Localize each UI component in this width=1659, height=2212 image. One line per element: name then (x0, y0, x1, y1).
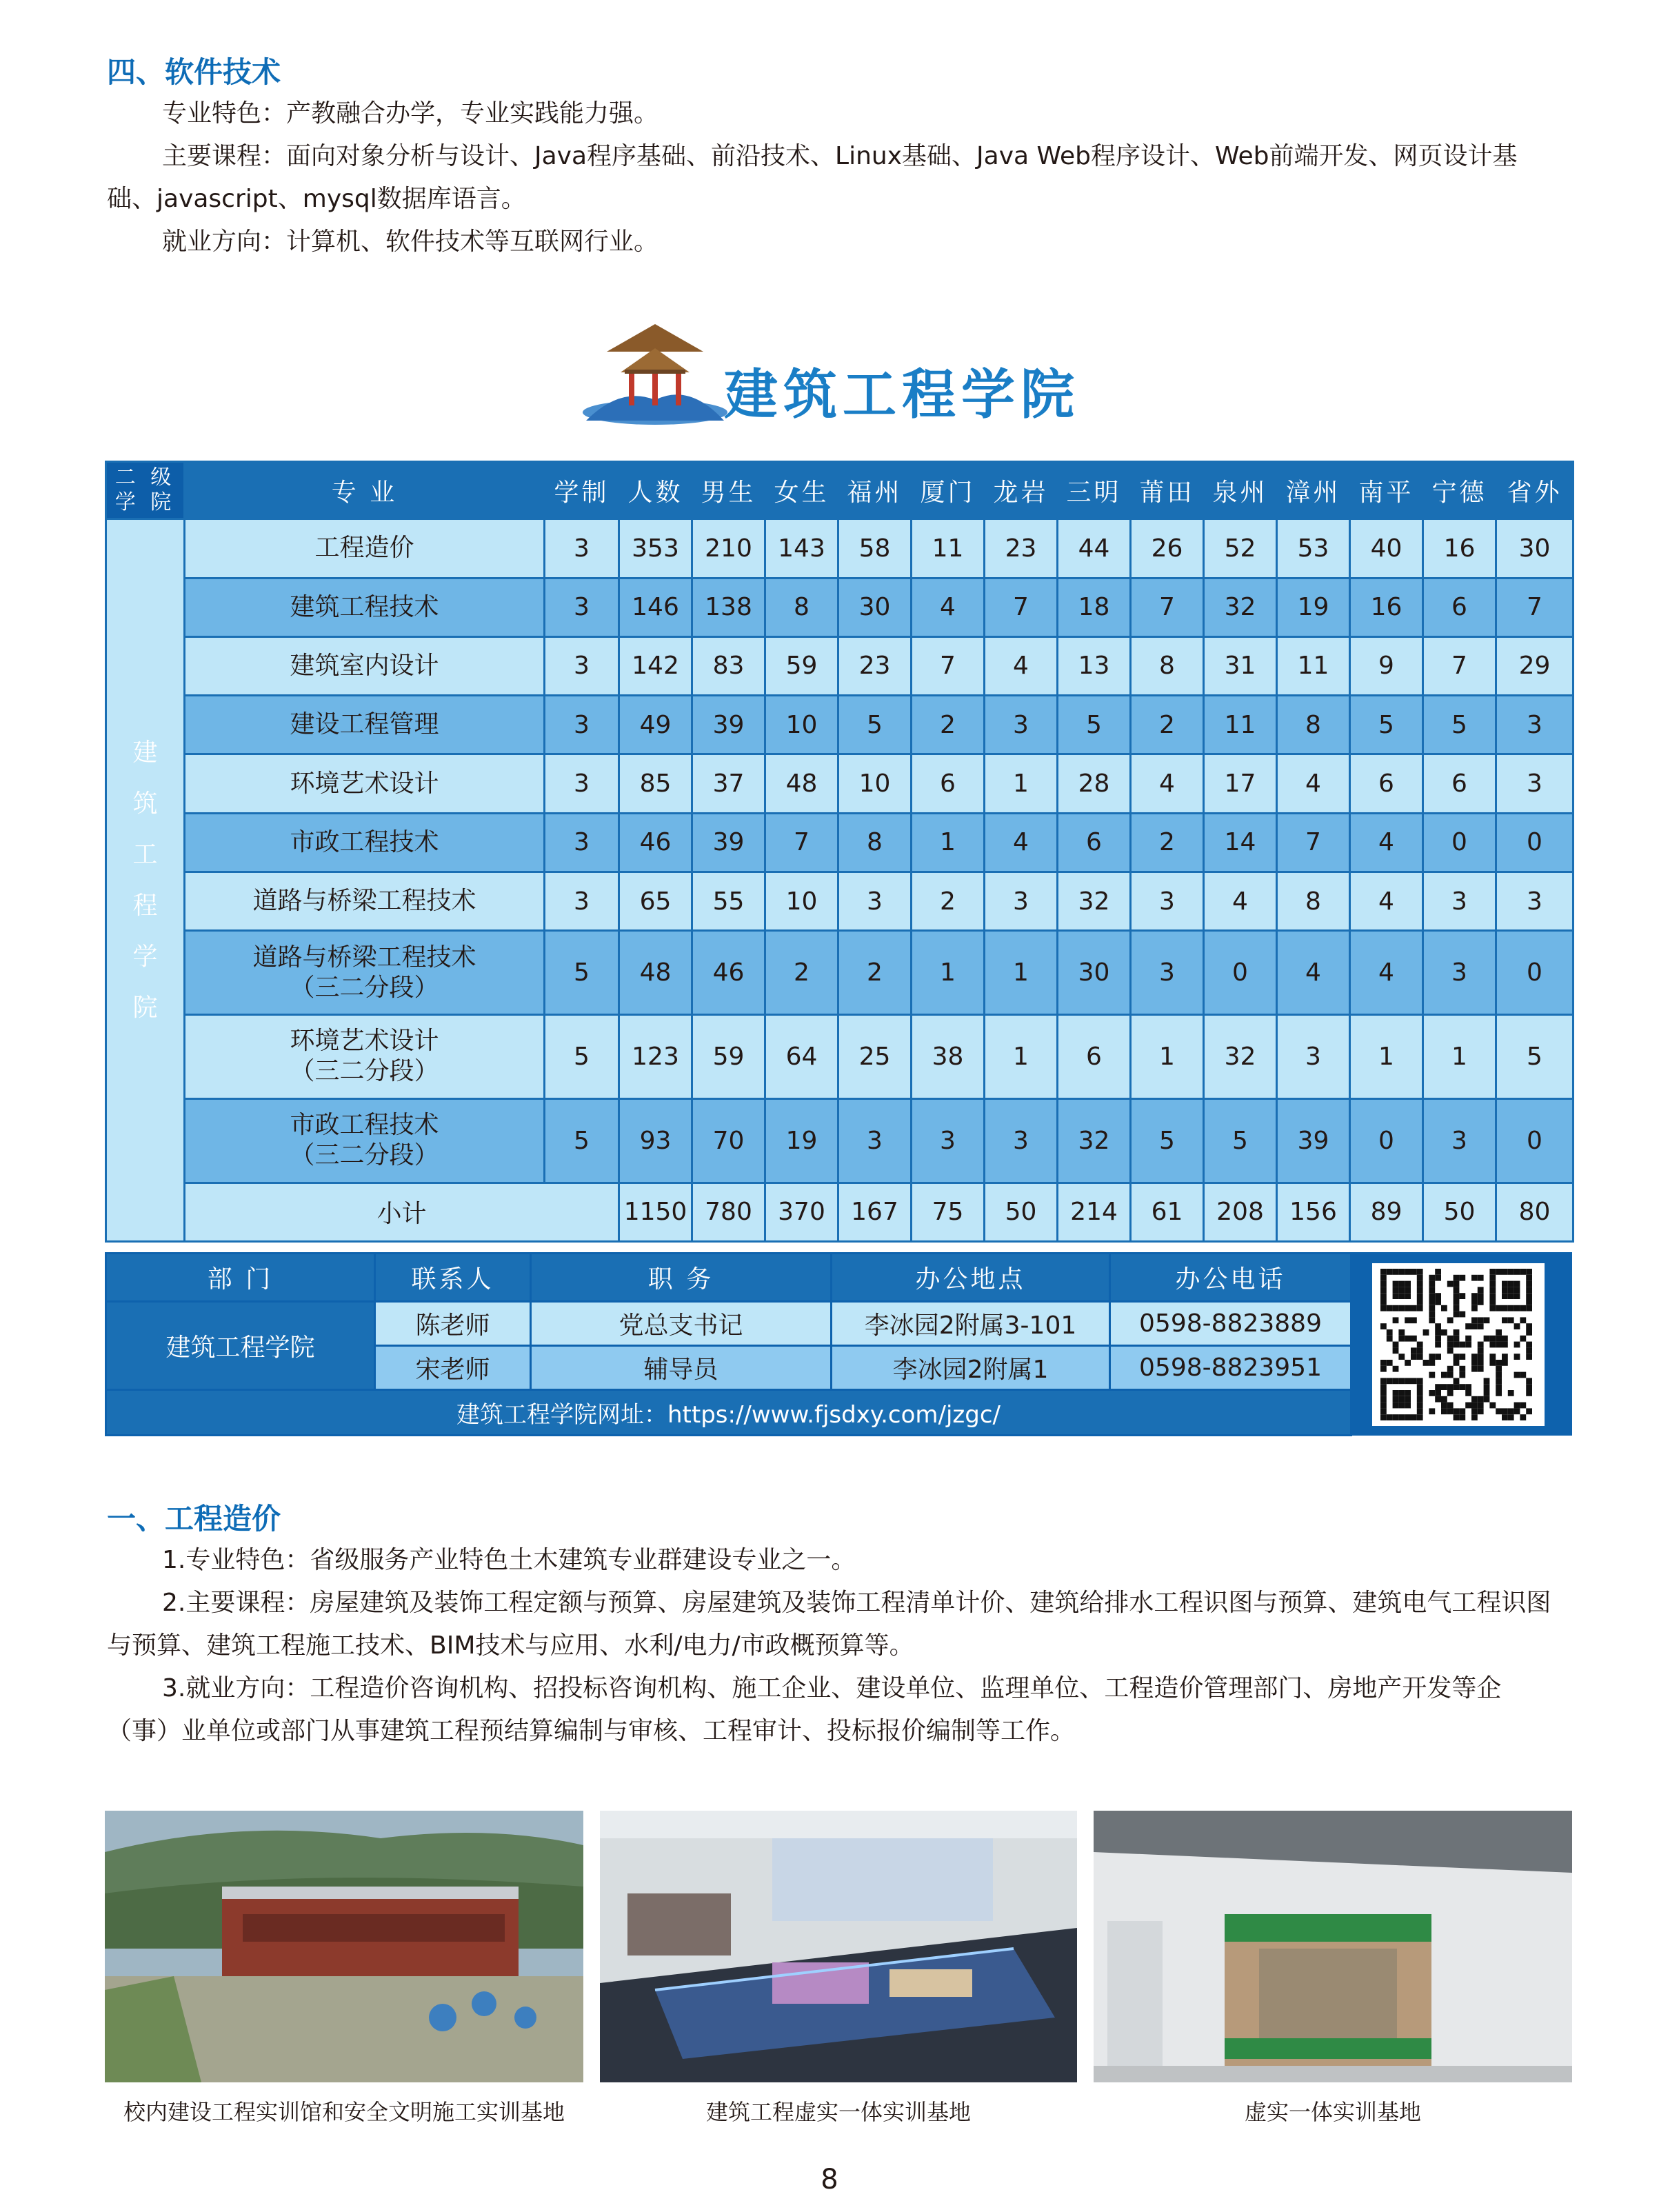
table-row (106, 578, 1573, 636)
header-fuzhou: 福州 (838, 462, 912, 519)
value-cell: 6 (1058, 813, 1131, 872)
value-cell: 0 (1350, 1098, 1423, 1183)
contact-title: 党总支书记 (531, 1302, 832, 1346)
cost-feature: 1.专业特色：省级服务产业特色土木建筑专业群建设专业之一。 (162, 1546, 856, 1574)
value-cell: 3 (545, 519, 619, 578)
value-cell: 64 (765, 1015, 838, 1099)
value-cell: 30 (1058, 931, 1131, 1015)
enrollment-table (105, 461, 1574, 1243)
value-cell: 18 (1058, 578, 1131, 636)
value-cell: 83 (692, 636, 765, 695)
value-cell: 3 (545, 696, 619, 754)
value-cell: 3 (1496, 696, 1573, 754)
value-cell: 17 (1204, 754, 1277, 813)
value-cell: 8 (1131, 636, 1204, 695)
value-cell: 32 (1058, 1098, 1131, 1183)
value-cell: 1 (1131, 1015, 1204, 1099)
contact-phone: 0598-8823951 (1110, 1346, 1351, 1390)
section-title-software: 四、软件技术 (107, 55, 281, 89)
value-cell: 1 (985, 1015, 1058, 1099)
value-cell: 4 (1277, 754, 1350, 813)
value-cell: 65 (619, 872, 692, 930)
value-cell: 39 (692, 813, 765, 872)
subtotal-cell: 370 (765, 1183, 838, 1241)
value-cell: 4 (1131, 754, 1204, 813)
contact-name: 宋老师 (375, 1346, 531, 1390)
contact-url-row (106, 1390, 1351, 1436)
contact-name: 陈老师 (375, 1302, 531, 1346)
subtotal-cell: 167 (838, 1183, 912, 1241)
value-cell: 55 (692, 872, 765, 930)
value-cell: 10 (838, 754, 912, 813)
value-cell: 32 (1204, 578, 1277, 636)
value-cell: 29 (1496, 636, 1573, 695)
value-cell: 8 (1277, 696, 1350, 754)
college-name-cell: 建 筑 工 程 学 院 (106, 519, 185, 1242)
value-cell: 11 (1204, 696, 1277, 754)
value-cell: 7 (1131, 578, 1204, 636)
value-cell: 30 (838, 578, 912, 636)
value-cell: 28 (1058, 754, 1131, 813)
value-cell: 2 (765, 931, 838, 1015)
value-cell: 2 (912, 696, 985, 754)
value-cell: 7 (1277, 813, 1350, 872)
value-cell: 123 (619, 1015, 692, 1099)
value-cell: 6 (1058, 1015, 1131, 1099)
major-cell: 市政工程技术 (185, 813, 545, 872)
value-cell: 44 (1058, 519, 1131, 578)
value-cell: 58 (838, 519, 912, 578)
major-cell: 建筑工程技术 (185, 578, 545, 636)
value-cell: 23 (985, 519, 1058, 578)
value-cell: 5 (1350, 696, 1423, 754)
value-cell: 353 (619, 519, 692, 578)
value-cell: 5 (1423, 696, 1496, 754)
value-cell: 46 (619, 813, 692, 872)
value-cell: 7 (912, 636, 985, 695)
value-cell: 3 (545, 578, 619, 636)
value-cell: 6 (1423, 754, 1496, 813)
table-row (106, 872, 1573, 930)
header-male: 男生 (692, 462, 765, 519)
contact-office: 李冰园2附属3-101 (832, 1302, 1110, 1346)
value-cell: 3 (1423, 872, 1496, 930)
photo-caption: 虚实一体实训基地 (1244, 2099, 1421, 2125)
table-row (106, 519, 1573, 578)
header-major: 专 业 (185, 462, 545, 519)
section-title-cost: 一、工程造价 (107, 1502, 281, 1536)
value-cell: 5 (545, 931, 619, 1015)
value-cell: 9 (1350, 636, 1423, 695)
value-cell: 32 (1204, 1015, 1277, 1099)
value-cell: 37 (692, 754, 765, 813)
value-cell: 1 (912, 931, 985, 1015)
value-cell: 7 (1423, 636, 1496, 695)
value-cell: 52 (1204, 519, 1277, 578)
page-number: 8 (821, 2164, 838, 2195)
value-cell: 14 (1204, 813, 1277, 872)
value-cell: 19 (765, 1098, 838, 1183)
value-cell: 4 (985, 813, 1058, 872)
header-nanping: 南平 (1350, 462, 1423, 519)
value-cell: 4 (912, 578, 985, 636)
value-cell: 3 (838, 872, 912, 930)
value-cell: 2 (1131, 696, 1204, 754)
major-cell: 工程造价 (185, 519, 545, 578)
major-cell: 环境艺术设计 (185, 754, 545, 813)
value-cell: 143 (765, 519, 838, 578)
software-courses: 主要课程：面向对象分析与设计、Java程序基础、前沿技术、Linux基础、Java Web程序设计、Web前端开发、网页设计基础、javascript、mysql数据库语言。 (107, 142, 1518, 213)
banner-title: 建筑工程学院 (724, 364, 1080, 426)
subtotal-cell: 50 (1423, 1183, 1496, 1241)
value-cell: 146 (619, 578, 692, 636)
value-cell: 0 (1204, 931, 1277, 1015)
contact-office: 李冰园2附属1 (832, 1346, 1110, 1390)
header-longyan: 龙岩 (985, 462, 1058, 519)
value-cell: 3 (1496, 754, 1573, 813)
value-cell: 5 (545, 1015, 619, 1099)
qr-code-icon[interactable] (1372, 1263, 1545, 1426)
value-cell: 2 (1131, 813, 1204, 872)
value-cell: 3 (1277, 1015, 1350, 1099)
major-cell: 环境艺术设计 （三二分段） (185, 1015, 545, 1099)
cost-career: 3.就业方向：工程造价咨询机构、招投标咨询机构、施工企业、建设单位、监理单位、工程造价管理部门、房地产开发等企（事）业单位或部门从事建筑工程预结算编制与审核、工程审计、投标报价编制等工作。 (107, 1674, 1502, 1745)
value-cell: 3 (1496, 872, 1573, 930)
value-cell: 31 (1204, 636, 1277, 695)
header-years: 学制 (545, 462, 619, 519)
value-cell: 48 (619, 931, 692, 1015)
photo-caption: 校内建设工程实训馆和安全文明施工实训基地 (123, 2099, 565, 2125)
value-cell: 23 (838, 636, 912, 695)
value-cell: 8 (1277, 872, 1350, 930)
value-cell: 39 (692, 696, 765, 754)
major-cell: 道路与桥梁工程技术 （三二分段） (185, 931, 545, 1015)
value-cell: 7 (1496, 578, 1573, 636)
header-sanming: 三明 (1058, 462, 1131, 519)
subtotal-cell: 156 (1277, 1183, 1350, 1241)
subtotal-cell: 214 (1058, 1183, 1131, 1241)
subtotal-cell: 1150 (619, 1183, 692, 1241)
value-cell: 30 (1496, 519, 1573, 578)
value-cell: 8 (838, 813, 912, 872)
contact-title: 辅导员 (531, 1346, 832, 1390)
value-cell: 1 (912, 813, 985, 872)
value-cell: 3 (1423, 931, 1496, 1015)
value-cell: 7 (985, 578, 1058, 636)
value-cell: 0 (1496, 813, 1573, 872)
value-cell: 0 (1496, 931, 1573, 1015)
table-row (106, 813, 1573, 872)
subtotal-cell: 61 (1131, 1183, 1204, 1241)
table-header-row (106, 462, 1573, 519)
value-cell: 8 (765, 578, 838, 636)
header-female: 女生 (765, 462, 838, 519)
virtual-lab-photo (600, 1811, 1077, 2082)
college-website-link[interactable]: 建筑工程学院网址：https://www.fjsdxy.com/jzgc/ (106, 1390, 1351, 1436)
major-cell: 市政工程技术 （三二分段） (185, 1098, 545, 1183)
table-row (106, 1015, 1573, 1099)
header-total: 人数 (619, 462, 692, 519)
value-cell: 3 (545, 872, 619, 930)
value-cell: 1 (985, 754, 1058, 813)
value-cell: 1 (1350, 1015, 1423, 1099)
value-cell: 11 (912, 519, 985, 578)
contact-header-phone: 办公电话 (1110, 1254, 1351, 1302)
value-cell: 59 (692, 1015, 765, 1099)
value-cell: 5 (545, 1098, 619, 1183)
value-cell: 3 (545, 636, 619, 695)
value-cell: 0 (1496, 1098, 1573, 1183)
header-zhangzhou: 漳州 (1277, 462, 1350, 519)
training-hall-photo (105, 1811, 583, 2082)
contact-header-dept: 部 门 (106, 1254, 375, 1302)
value-cell: 6 (912, 754, 985, 813)
header-quanzhou: 泉州 (1204, 462, 1277, 519)
value-cell: 4 (1350, 813, 1423, 872)
value-cell: 3 (912, 1098, 985, 1183)
value-cell: 4 (985, 636, 1058, 695)
value-cell: 10 (765, 872, 838, 930)
value-cell: 16 (1350, 578, 1423, 636)
value-cell: 5 (1204, 1098, 1277, 1183)
value-cell: 138 (692, 578, 765, 636)
contact-phone: 0598-8823889 (1110, 1302, 1351, 1346)
value-cell: 2 (838, 931, 912, 1015)
value-cell: 5 (1496, 1015, 1573, 1099)
value-cell: 59 (765, 636, 838, 695)
cost-courses: 2.主要课程：房屋建筑及装饰工程定额与预算、房屋建筑及装饰工程清单计价、建筑给排水工程识图与预算、建筑电气工程识图与预算、建筑工程施工技术、BIM技术与应用、水利/电力/市政概预算等。 (107, 1589, 1551, 1660)
value-cell: 4 (1350, 872, 1423, 930)
value-cell: 85 (619, 754, 692, 813)
value-cell: 5 (838, 696, 912, 754)
contact-header-person: 联系人 (375, 1254, 531, 1302)
value-cell: 3 (985, 696, 1058, 754)
contact-panel (105, 1252, 1572, 1436)
value-cell: 3 (545, 754, 619, 813)
value-cell: 7 (765, 813, 838, 872)
value-cell: 32 (1058, 872, 1131, 930)
contact-header-title: 职 务 (531, 1254, 832, 1302)
value-cell: 3 (985, 872, 1058, 930)
value-cell: 4 (1204, 872, 1277, 930)
value-cell: 4 (1277, 931, 1350, 1015)
value-cell: 10 (765, 696, 838, 754)
subtotal-row (106, 1183, 1573, 1241)
table-row (106, 696, 1573, 754)
contact-header-row (106, 1254, 1351, 1302)
subtotal-cell: 50 (985, 1183, 1058, 1241)
value-cell: 48 (765, 754, 838, 813)
integrated-base-photo (1094, 1811, 1572, 2082)
subtotal-cell: 89 (1350, 1183, 1423, 1241)
value-cell: 5 (1058, 696, 1131, 754)
value-cell: 46 (692, 931, 765, 1015)
contact-table (105, 1252, 1352, 1436)
subtotal-label: 小计 (185, 1183, 619, 1241)
header-xiamen: 厦门 (912, 462, 985, 519)
header-outside: 省外 (1496, 462, 1573, 519)
value-cell: 40 (1350, 519, 1423, 578)
value-cell: 38 (912, 1015, 985, 1099)
subtotal-cell: 80 (1496, 1183, 1573, 1241)
value-cell: 26 (1131, 519, 1204, 578)
value-cell: 49 (619, 696, 692, 754)
header-putian: 莆田 (1131, 462, 1204, 519)
value-cell: 39 (1277, 1098, 1350, 1183)
software-feature: 专业特色：产教融合办学，专业实践能力强。 (162, 99, 659, 128)
value-cell: 4 (1350, 931, 1423, 1015)
value-cell: 5 (1131, 1098, 1204, 1183)
value-cell: 53 (1277, 519, 1350, 578)
value-cell: 3 (985, 1098, 1058, 1183)
value-cell: 70 (692, 1098, 765, 1183)
value-cell: 142 (619, 636, 692, 695)
contact-row (106, 1302, 1351, 1346)
value-cell: 3 (1131, 872, 1204, 930)
value-cell: 210 (692, 519, 765, 578)
header-ningde: 宁德 (1423, 462, 1496, 519)
value-cell: 0 (1423, 813, 1496, 872)
major-cell: 建设工程管理 (185, 696, 545, 754)
value-cell: 6 (1423, 578, 1496, 636)
value-cell: 16 (1423, 519, 1496, 578)
header-college: 二 级 学 院 (106, 462, 185, 519)
value-cell: 2 (912, 872, 985, 930)
value-cell: 1 (985, 931, 1058, 1015)
value-cell: 1 (1423, 1015, 1496, 1099)
value-cell: 11 (1277, 636, 1350, 695)
value-cell: 6 (1350, 754, 1423, 813)
value-cell: 19 (1277, 578, 1350, 636)
value-cell: 93 (619, 1098, 692, 1183)
subtotal-cell: 208 (1204, 1183, 1277, 1241)
subtotal-cell: 75 (912, 1183, 985, 1241)
major-cell: 建筑室内设计 (185, 636, 545, 695)
table-row (106, 1098, 1573, 1183)
value-cell: 3 (1423, 1098, 1496, 1183)
contact-header-office: 办公地点 (832, 1254, 1110, 1302)
value-cell: 13 (1058, 636, 1131, 695)
major-cell: 道路与桥梁工程技术 (185, 872, 545, 930)
value-cell: 3 (545, 813, 619, 872)
contact-dept: 建筑工程学院 (106, 1302, 375, 1390)
value-cell: 3 (838, 1098, 912, 1183)
photo-caption: 建筑工程虚实一体实训基地 (705, 2099, 971, 2125)
table-row (106, 754, 1573, 813)
table-row (106, 931, 1573, 1015)
subtotal-cell: 780 (692, 1183, 765, 1241)
table-row (106, 636, 1573, 695)
value-cell: 3 (1131, 931, 1204, 1015)
value-cell: 25 (838, 1015, 912, 1099)
software-career: 就业方向：计算机、软件技术等互联网行业。 (162, 228, 659, 256)
